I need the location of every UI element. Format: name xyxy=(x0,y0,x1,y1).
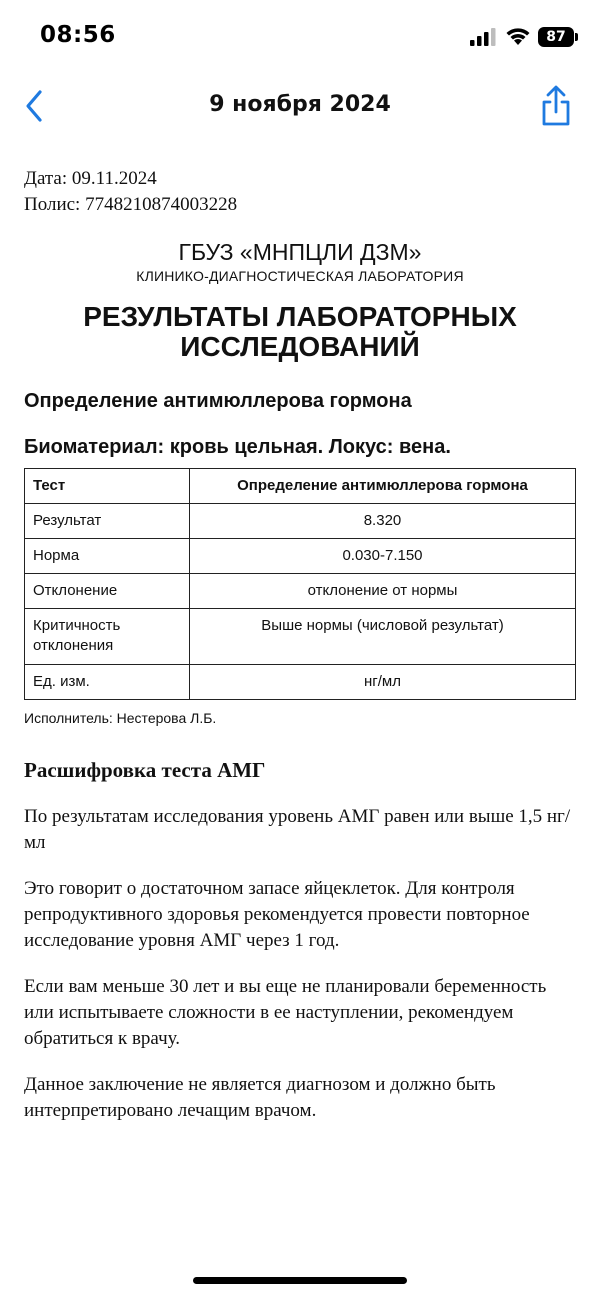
table-row xyxy=(25,539,576,574)
home-indicator[interactable] xyxy=(193,1277,407,1284)
decode-paragraph: Данное заключение не является диагнозом и должно быть интерпретировано лечащим врачом. xyxy=(24,1074,496,1121)
navigation-bar xyxy=(0,72,600,140)
status-time: 08:56 xyxy=(40,22,116,48)
wifi-icon xyxy=(505,26,531,46)
report-title xyxy=(24,302,576,362)
results-table xyxy=(24,468,576,700)
table-cell-value: 0.030-7.150 xyxy=(190,539,576,574)
share-icon xyxy=(538,84,574,128)
decode-paragraph: По результатам исследования уровень АМГ равен или выше 1,5 нг/мл xyxy=(24,806,571,853)
share-button[interactable] xyxy=(538,84,574,128)
performer: Исполнитель: Нестерова Л.Б. xyxy=(24,710,217,726)
table-cell-label: Норма xyxy=(25,539,190,574)
status-bar xyxy=(0,0,600,72)
test-heading: Определение антимюллерова гормона xyxy=(24,390,412,412)
report-date: Дата: 09.11.2024 xyxy=(24,168,157,189)
report-title-line-1: РЕЗУЛЬТАТЫ ЛАБОРАТОРНЫХ xyxy=(83,301,517,332)
organization-subtitle: КЛИНИКО-ДИАГНОСТИЧЕСКАЯ ЛАБОРАТОРИЯ xyxy=(136,268,464,284)
lab-report-document xyxy=(24,166,576,1124)
table-cell-label: Ед. изм. xyxy=(25,665,190,700)
decode-paragraph: Если вам меньше 30 лет и вы еще не планировали беременность или испытываете сложности в ее наступлении, рекомендуем обратиться к врачу. xyxy=(24,976,547,1049)
battery-cap xyxy=(575,33,578,41)
table-header-cell: Тест xyxy=(25,469,190,504)
table-cell-value: 8.320 xyxy=(190,504,576,539)
table-cell-value: Выше нормы (числовой результат) xyxy=(190,609,576,665)
biomaterial-line: Биоматериал: кровь цельная. Локус: вена. xyxy=(24,436,451,458)
table-cell-label: Результат xyxy=(25,504,190,539)
table-cell-value: нг/мл xyxy=(190,665,576,700)
table-row xyxy=(25,504,576,539)
decode-paragraph: Это говорит о достаточном запасе яйцеклеток. Для контроля репродуктивного здоровья рекомендуется провести повторное исследование уровня АМГ через 1 год. xyxy=(24,878,530,951)
table-header-row xyxy=(25,469,576,504)
table-row xyxy=(25,574,576,609)
table-cell-label: Отклонение xyxy=(25,574,190,609)
organization-name: ГБУЗ «МНПЦЛИ ДЗМ» xyxy=(178,239,422,265)
table-row xyxy=(25,665,576,700)
decode-title: Расшифровка теста АМГ xyxy=(24,758,266,782)
cellular-signal-icon xyxy=(470,28,496,46)
table-cell-label: Критичность отклонения xyxy=(25,609,190,665)
report-title-line-2: ИССЛЕДОВАНИЙ xyxy=(180,331,420,362)
battery-indicator: 87 xyxy=(538,27,574,47)
table-header-cell: Определение антимюллерова гормона xyxy=(190,469,576,504)
nav-title: 9 ноября 2024 xyxy=(209,92,391,117)
table-row xyxy=(25,609,576,665)
table-cell-value: отклонение от нормы xyxy=(190,574,576,609)
insurance-policy: Полис: 7748210874003228 xyxy=(24,194,238,215)
